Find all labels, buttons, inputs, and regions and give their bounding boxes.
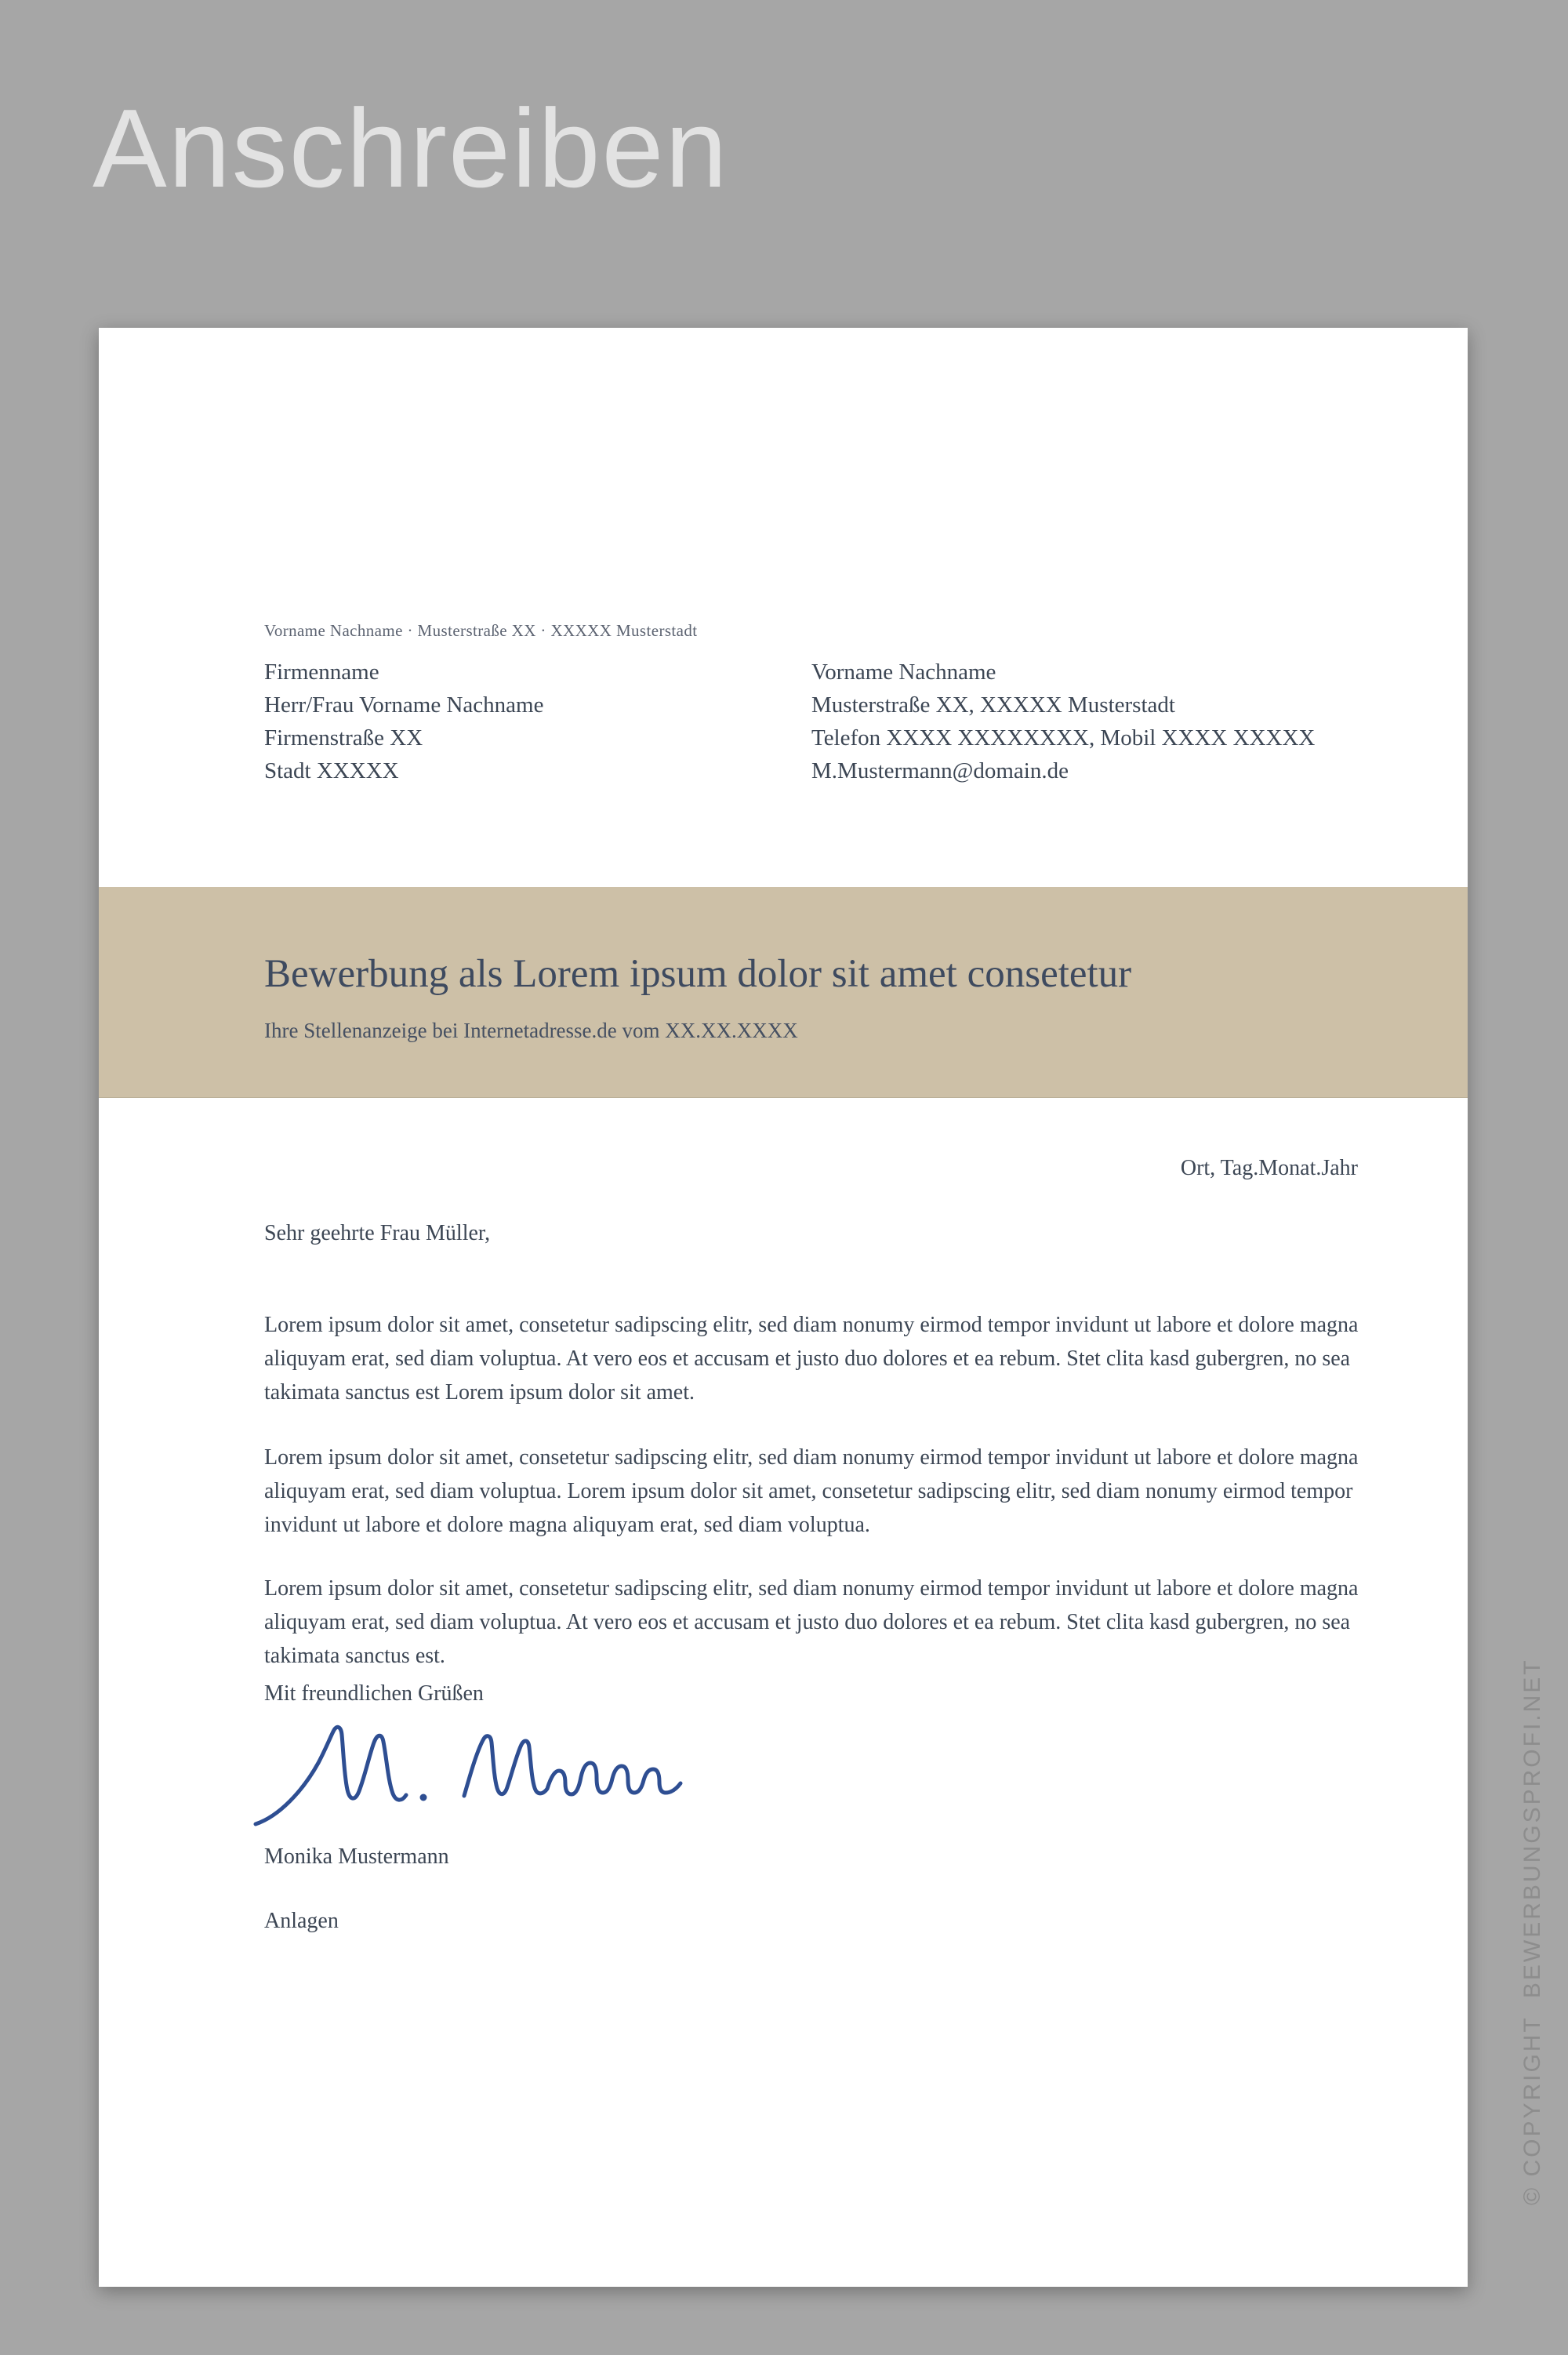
sender-return-line: Vorname Nachname · Musterstraße XX · XXXXX Musterstadt xyxy=(264,621,698,640)
signer-name: Monika Mustermann xyxy=(264,1844,449,1869)
body-paragraph: Lorem ipsum dolor sit amet, consetetur sadipscing elitr, sed diam nonumy eirmod tempor invidunt ut labore et dolore magna aliquyam erat, sed diam voluptua. At vero eos et accusam et justo duo dolores et ea rebum. Stet clita kasd gubergren, no sea takimata sanctus est. xyxy=(264,1576,1359,1668)
sender-contact-block xyxy=(811,656,1315,787)
subject-subtitle: Ihre Stellenanzeige bei Internetadresse.de vom XX.XX.XXXX xyxy=(264,1019,798,1042)
date-line: Ort, Tag.Monat.Jahr xyxy=(1180,1156,1358,1180)
subject-title: Bewerbung als Lorem ipsum dolor sit amet consetetur xyxy=(264,952,1132,996)
signature-icon xyxy=(249,1714,688,1832)
sender-contact-line: Telefon XXXX XXXXXXXX, Mobil XXXX XXXXX xyxy=(811,725,1316,750)
recipient-line: Herr/Frau Vorname Nachname xyxy=(264,692,544,718)
recipient-address-block xyxy=(264,656,543,787)
sender-contact-line: Vorname Nachname xyxy=(811,660,996,685)
recipient-line: Firmenstraße XX xyxy=(264,725,423,750)
letter-page xyxy=(99,328,1468,2287)
enclosures-label: Anlagen xyxy=(264,1909,339,1933)
copyright-watermark: © COPYRIGHT BEWERBUNGSPROFI.NET xyxy=(1519,1658,1545,2205)
body-paragraph: Lorem ipsum dolor sit amet, consetetur sadipscing elitr, sed diam nonumy eirmod tempor invidunt ut labore et dolore magna aliquyam erat, sed diam voluptua. Lorem ipsum dolor sit amet, consetetur sadipscing elitr, sed diam nonumy eirmod tempor invidunt ut labore et dolore magna aliquyam erat, sed diam voluptua. xyxy=(264,1445,1359,1537)
sender-contact-line: Musterstraße XX, XXXXX Musterstadt xyxy=(811,692,1175,718)
salutation: Sehr geehrte Frau Müller, xyxy=(264,1221,491,1245)
recipient-line: Stadt XXXXX xyxy=(264,758,399,783)
closing-line: Mit freundlichen Grüßen xyxy=(264,1681,484,1706)
subject-band xyxy=(99,887,1468,1098)
page-title: Anschreiben xyxy=(93,86,729,211)
body-paragraph: Lorem ipsum dolor sit amet, consetetur sadipscing elitr, sed diam nonumy eirmod tempor invidunt ut labore et dolore magna aliquyam erat, sed diam voluptua. At vero eos et accusam et justo duo dolores et ea rebum. Stet clita kasd gubergren, no sea takimata sanctus est Lorem ipsum dolor sit amet. xyxy=(264,1313,1359,1405)
recipient-line: Firmenname xyxy=(264,660,379,685)
sender-email: M.Mustermann@domain.de xyxy=(811,758,1069,783)
signature-graphic xyxy=(249,1714,688,1832)
